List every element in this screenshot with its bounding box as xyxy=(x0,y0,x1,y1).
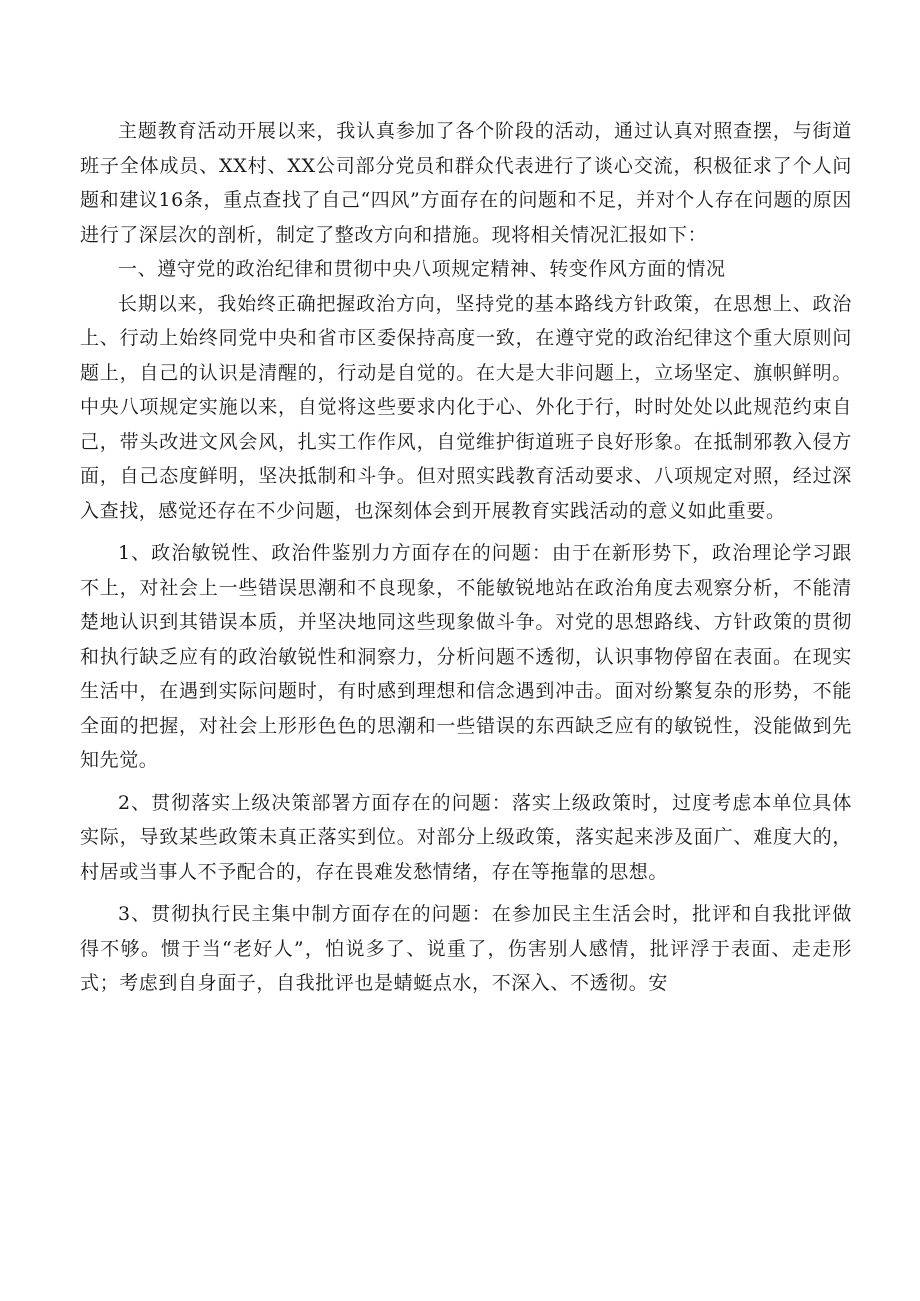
item-2-paragraph: 2、贯彻落实上级决策部署方面存在的问题：落实上级政策时，过度考虑本单位具体实际，导致某些政策未真正落实到位。对部分上级政策，落实起来涉及面广、难度大的，村居或当事人不予配合的，存在畏难发愁情绪，存在等拖靠的思想。 xyxy=(80,791,852,883)
item-3-paragraph: 3、贯彻执行民主集中制方面存在的问题：在参加民主生活会时，批评和自我批评做得不够。惯于当“老好人”，怕说多了、说重了，伤害别人感情，批评浮于表面、走走形式；考虑到自身面子，自我批评也是蜻蜓点水，不深入、不透彻。安 xyxy=(80,903,852,994)
item-1-paragraph: 1、政治敏锐性、政治件鉴别力方面存在的问题：由于在新形势下，政治理论学习跟不上，对社会上一些错误思潮和不良现象，不能敏锐地站在政治角度去观察分析，不能清楚地认识到其错误本质，并坚决地同这些现象做斗争。对党的思想路线、方针政策的贯彻和执行缺乏应有的政治敏锐性和洞察力，分析问题不透彻，认识事物停留在表面。在现实生活中，在遇到实际问题时，有时感到理想和信念遇到冲击。面对纷繁复杂的形势，不能全面的把握，对社会上形形色色的思潮和一些错误的东西缺乏应有的敏锐性，没能做到先知先觉。 xyxy=(80,542,852,771)
intro-paragraph: 主题教育活动开展以来，我认真参加了各个阶段的活动，通过认真对照查摆，与街道班子全体成员、XX村、XX公司部分党员和群众代表进行了谈心交流，积极征求了个人问题和建议16条，重点查找了自己“四风”方面存在的问题和不足，并对个人存在问题的原因进行了深层次的剖析，制定了整改方向和措施。现将相关情况汇报如下： xyxy=(80,120,852,246)
document-page xyxy=(80,114,852,1001)
section-1-paragraph: 长期以来，我始终正确把握政治方向，坚持党的基本路线方针政策，在思想上、政治上、行动上始终同党中央和省市区委保持高度一致，在遵守党的政治纪律这个重大原则问题上，自己的认识是清醒的，行动是自觉的。在大是大非问题上，立场坚定、旗帜鲜明。中央八项规定实施以来，自觉将这些要求内化于心、外化于行，时时处处以此规范约束自己，带头改进文风会风，扎实工作作风，自觉维护街道班子良好形象。在抵制邪教入侵方面，自己态度鲜明，坚决抵制和斗争。但对照实践教育活动要求、八项规定对照，经过深入查找，感觉还存在不少问题，也深刻体会到开展教育实践活动的意义如此重要。 xyxy=(80,292,852,522)
section-heading-1: 一、遵守党的政治纪律和贯彻中央八项规定精神、转变作风方面的情况 xyxy=(118,258,726,280)
